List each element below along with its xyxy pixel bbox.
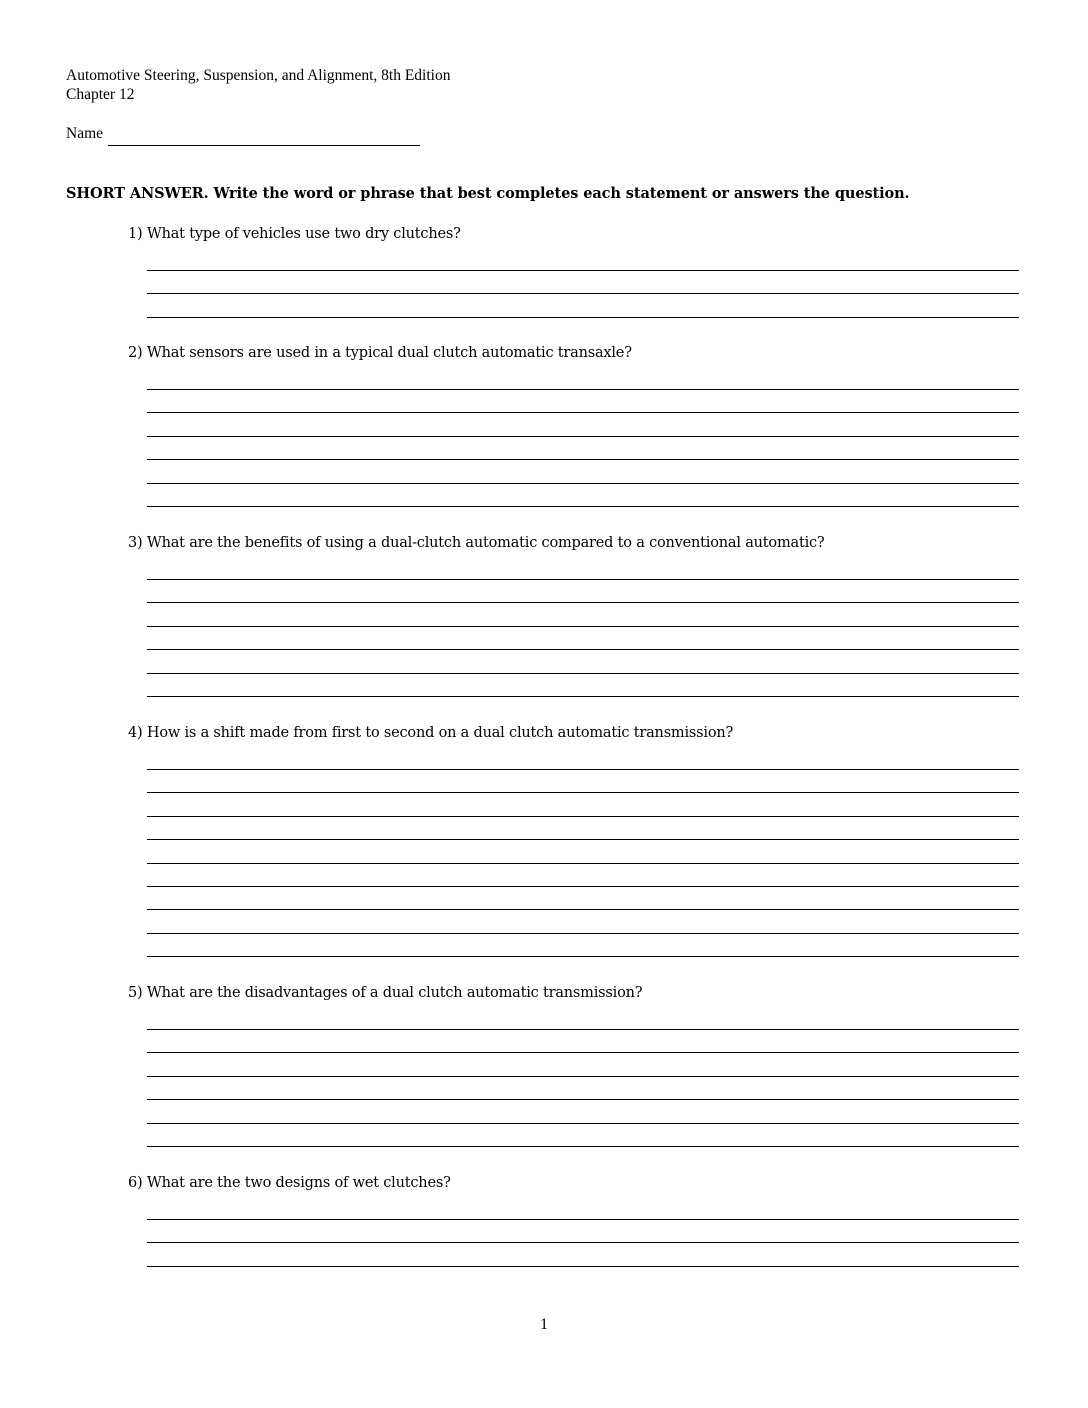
answer-line[interactable] xyxy=(147,436,1019,437)
answer-line[interactable] xyxy=(147,1123,1019,1124)
question-4: 4) How is a shift made from first to second on a dual clutch automatic transmission? xyxy=(128,725,734,741)
answer-line[interactable] xyxy=(147,886,1019,887)
answer-line[interactable] xyxy=(147,389,1019,390)
answer-line[interactable] xyxy=(147,649,1019,650)
answer-line[interactable] xyxy=(147,506,1019,507)
answer-line[interactable] xyxy=(147,816,1019,817)
answer-line[interactable] xyxy=(147,1076,1019,1077)
answer-line[interactable] xyxy=(147,1146,1019,1147)
question-6: 6) What are the two designs of wet clutches? xyxy=(128,1175,451,1191)
answer-line[interactable] xyxy=(147,1266,1019,1267)
answer-line[interactable] xyxy=(147,933,1019,934)
answer-line[interactable] xyxy=(147,792,1019,793)
answer-line[interactable] xyxy=(147,909,1019,910)
answer-line[interactable] xyxy=(147,839,1019,840)
answer-line[interactable] xyxy=(147,579,1019,580)
answer-line[interactable] xyxy=(147,769,1019,770)
answer-line[interactable] xyxy=(147,270,1019,271)
answer-line[interactable] xyxy=(147,483,1019,484)
name-field-line[interactable] xyxy=(108,145,420,146)
answer-line[interactable] xyxy=(147,317,1019,318)
answer-line[interactable] xyxy=(147,1052,1019,1053)
answer-line[interactable] xyxy=(147,1029,1019,1030)
answer-line[interactable] xyxy=(147,1219,1019,1220)
question-1: 1) What type of vehicles use two dry clutches? xyxy=(128,226,461,242)
answer-line[interactable] xyxy=(147,956,1019,957)
question-5: 5) What are the disadvantages of a dual clutch automatic transmission? xyxy=(128,985,643,1001)
answer-line[interactable] xyxy=(147,626,1019,627)
answer-line[interactable] xyxy=(147,412,1019,413)
section-instructions: SHORT ANSWER. Write the word or phrase that best completes each statement or answers the question. xyxy=(66,185,910,202)
question-3: 3) What are the benefits of using a dual-clutch automatic compared to a conventional automatic? xyxy=(128,535,825,551)
answer-line[interactable] xyxy=(147,673,1019,674)
question-2: 2) What sensors are used in a typical dual clutch automatic transaxle? xyxy=(128,345,632,361)
answer-line[interactable] xyxy=(147,1242,1019,1243)
name-label: Name xyxy=(66,125,104,142)
document-title: Automotive Steering, Suspension, and Alignment, 8th Edition xyxy=(66,67,451,84)
page-number: 1 xyxy=(540,1316,548,1333)
answer-line[interactable] xyxy=(147,1099,1019,1100)
answer-line[interactable] xyxy=(147,863,1019,864)
answer-line[interactable] xyxy=(147,696,1019,697)
chapter-label: Chapter 12 xyxy=(66,86,135,103)
answer-line[interactable] xyxy=(147,459,1019,460)
answer-line[interactable] xyxy=(147,602,1019,603)
answer-line[interactable] xyxy=(147,293,1019,294)
